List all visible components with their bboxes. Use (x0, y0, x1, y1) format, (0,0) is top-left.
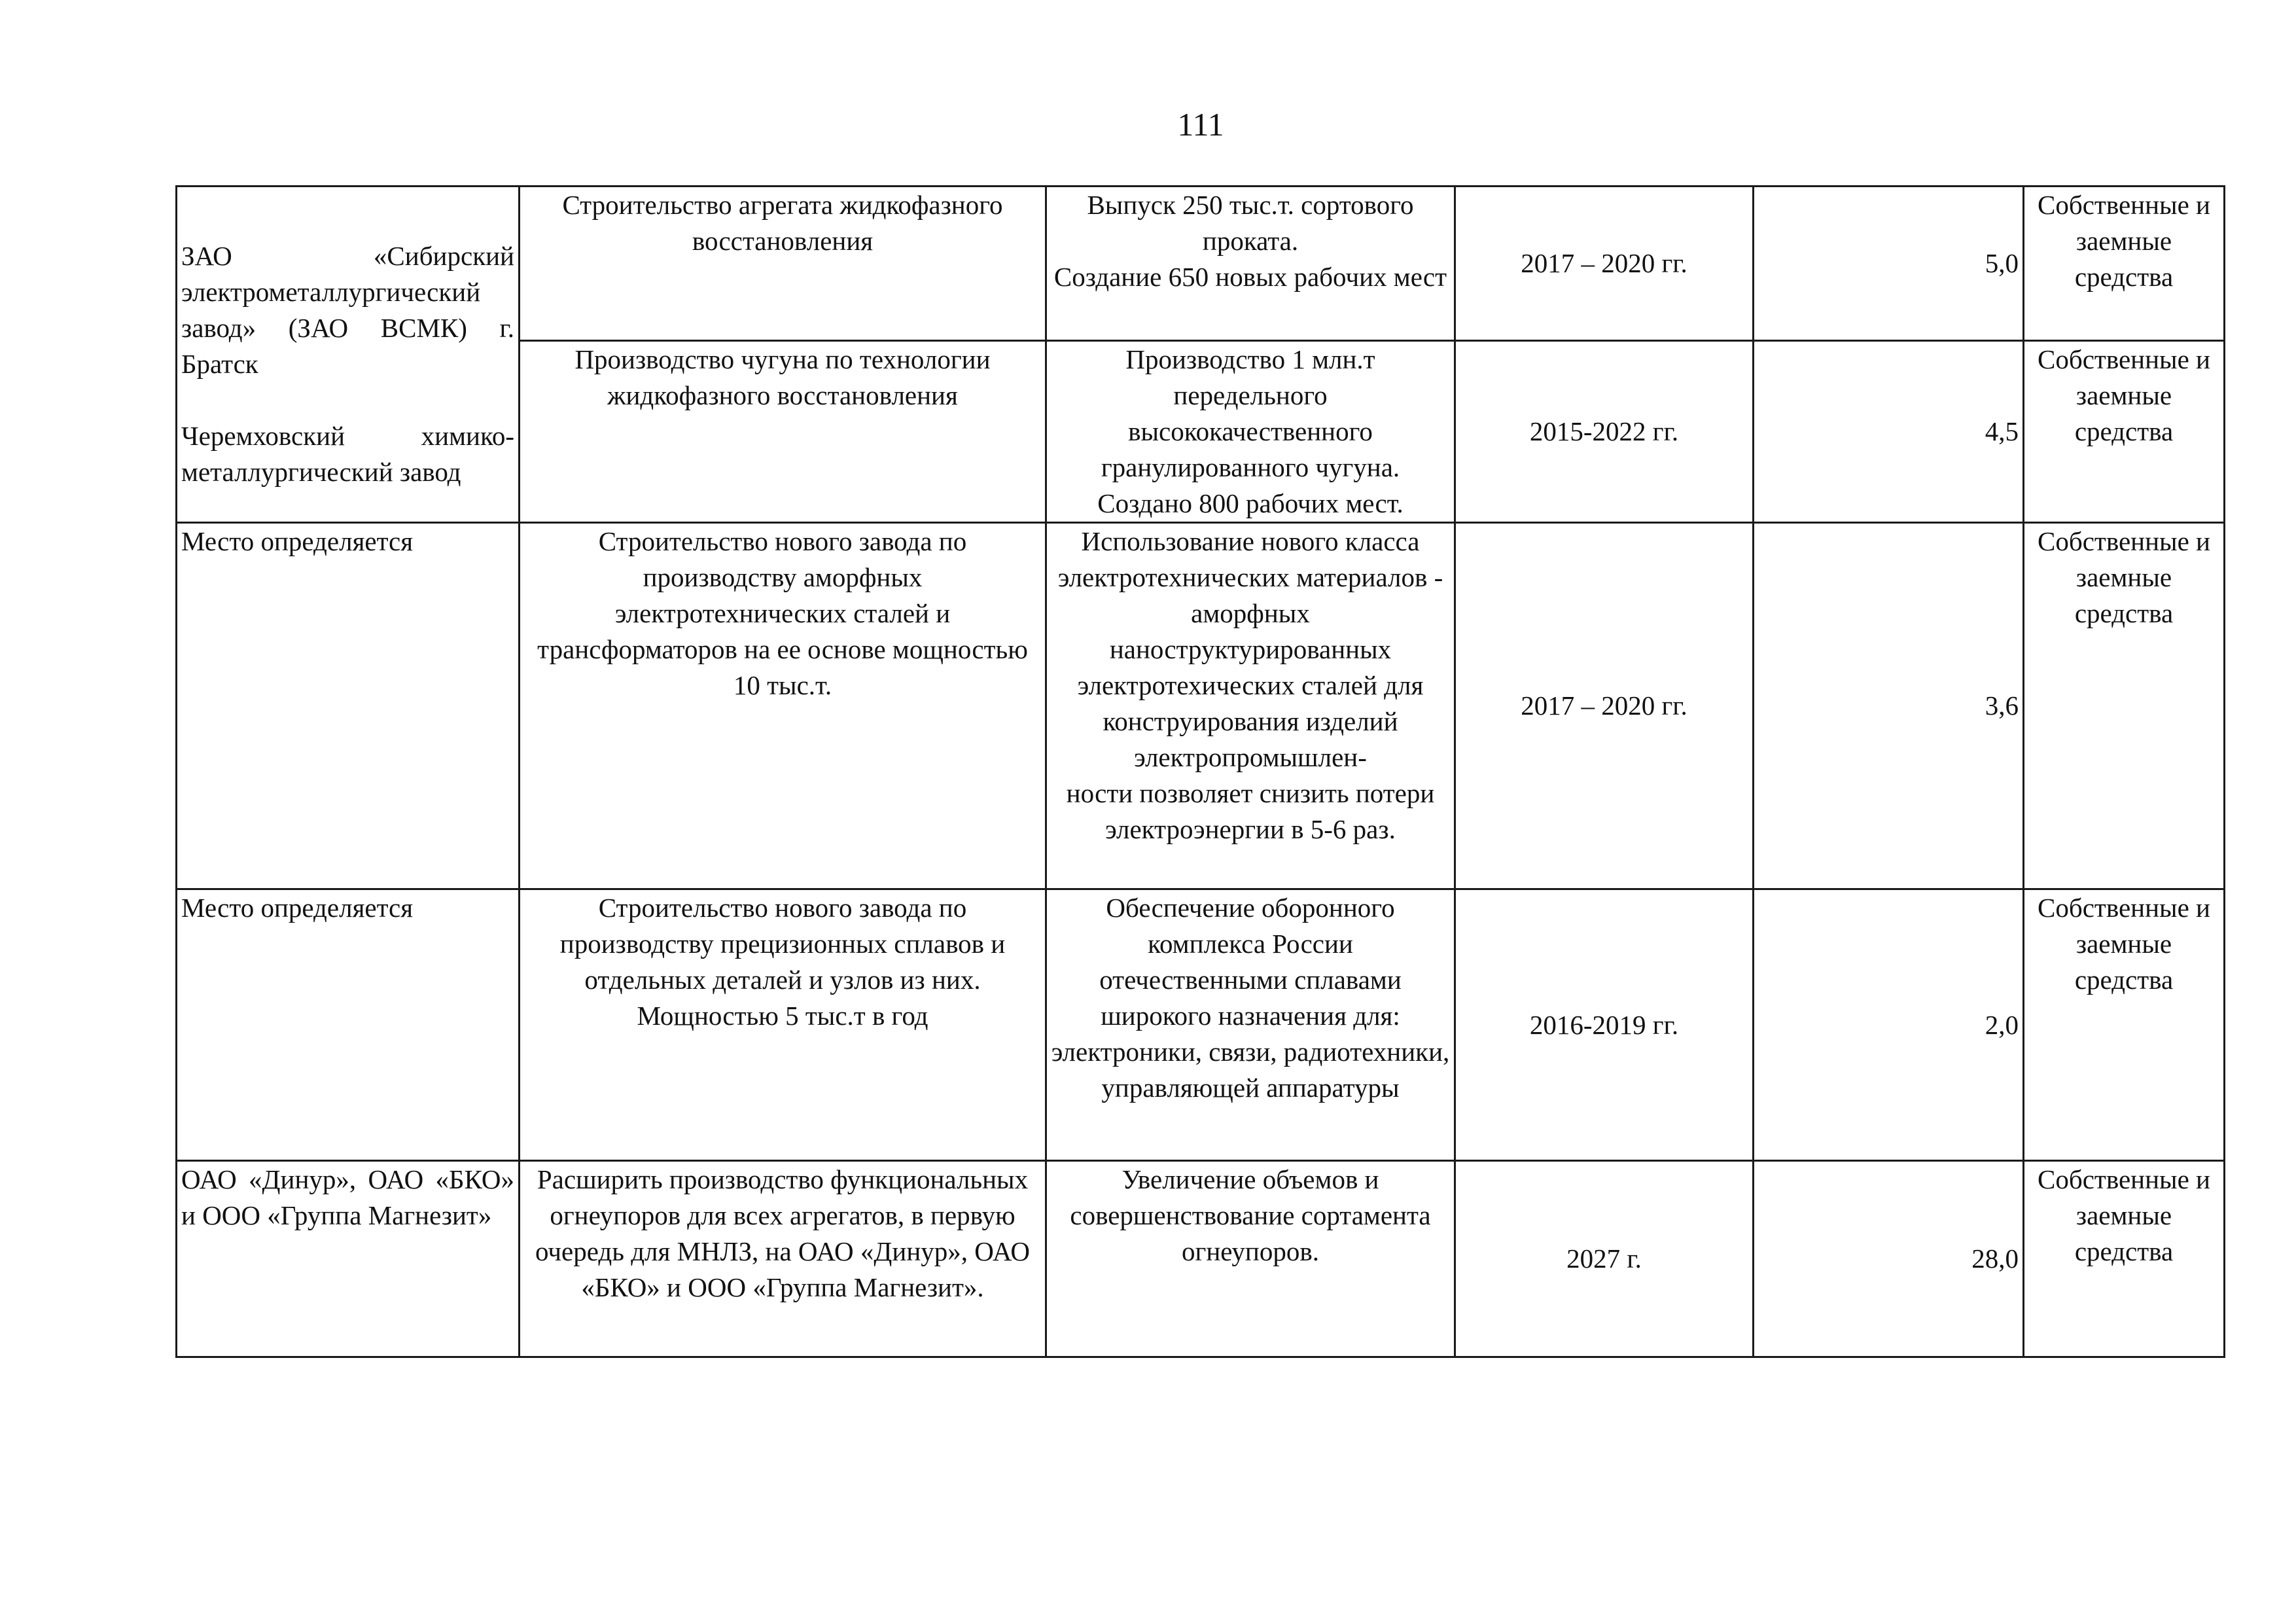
cost-cell: 3,6 (1754, 523, 2024, 889)
project-cell: Строительство агрегата жидкофазного восстановления (520, 187, 1046, 341)
table-row (177, 523, 2225, 889)
table-row (177, 1161, 2225, 1357)
cost-cell: 28,0 (1754, 1161, 2024, 1357)
projects-table (175, 185, 2225, 1358)
period-cell: 2017 – 2020 гг. (1455, 523, 1754, 889)
project-cell: Строительство нового завода по производству прецизионных сплавов и отдельных деталей и узлов из них. Мощностью 5 тыс.т в год (520, 889, 1046, 1161)
table-row (177, 889, 2225, 1161)
table-row (177, 187, 2225, 341)
period-cell: 2017 – 2020 гг. (1455, 187, 1754, 341)
project-cell: Расширить производство функциональных огнеупоров для всех агрегатов, в первую очередь для МНЛЗ, на ОАО «Динур», ОАО «БКО» и ООО «Группа Магнезит». (520, 1161, 1046, 1357)
effect-cell: Увеличение объемов и совершенствование сортамента огнеупоров. (1046, 1161, 1455, 1357)
effect-cell: Обеспечение оборонного комплекса России отечественными сплавами широкого назначения для: электроники, связи, радиотехники, управляющей аппаратуры (1046, 889, 1455, 1161)
page-number: 111 (1177, 106, 1224, 143)
cost-cell: 5,0 (1754, 187, 2024, 341)
project-cell: Строительство нового завода по производству аморфных электротехнических сталей и трансформаторов на ее основе мощностью 10 тыс.т. (520, 523, 1046, 889)
organization-cell: ОАО «Динур», ОАО «БКО» и ООО «Группа Магнезит» (177, 1161, 520, 1357)
period-cell: 2016-2019 гг. (1455, 889, 1754, 1161)
funding-cell: Собственные и заемные средства (2024, 187, 2225, 341)
funding-cell: Собственные и заемные средства (2024, 523, 2225, 889)
organization-cell: Место определяется (177, 523, 520, 889)
funding-cell: Собственные и заемные средства (2024, 341, 2225, 523)
project-cell: Производство чугуна по технологии жидкофазного восстановления (520, 341, 1046, 523)
period-cell: 2015-2022 гг. (1455, 341, 1754, 523)
organization-cell: Место определяется (177, 889, 520, 1161)
cost-cell: 2,0 (1754, 889, 2024, 1161)
organization-text: ЗАО «Сибирский электрометаллургический завод» (ЗАО ВСМК) г. Братск (181, 241, 514, 379)
cost-cell: 4,5 (1754, 341, 2024, 523)
funding-cell: Собственные и заемные средства (2024, 1161, 2225, 1357)
organization-cell (177, 187, 520, 523)
effect-cell: Выпуск 250 тыс.т. сортового проката. Создание 650 новых рабочих мест (1046, 187, 1455, 341)
funding-cell: Собственные и заемные средства (2024, 889, 2225, 1161)
period-cell: 2027 г. (1455, 1161, 1754, 1357)
organization-text: Черемховский химико-металлургический завод (181, 421, 514, 487)
effect-cell: Производство 1 млн.т передельного высококачественного гранулированного чугуна. Создано 800 рабочих мест. (1046, 341, 1455, 523)
effect-cell: Использование нового класса электротехнических материалов - аморфных наноструктурированных электротехических сталей для конструирования изделий электропромышлен- ности позволяет снизить потери электроэнергии в 5-6 раз. (1046, 523, 1455, 889)
